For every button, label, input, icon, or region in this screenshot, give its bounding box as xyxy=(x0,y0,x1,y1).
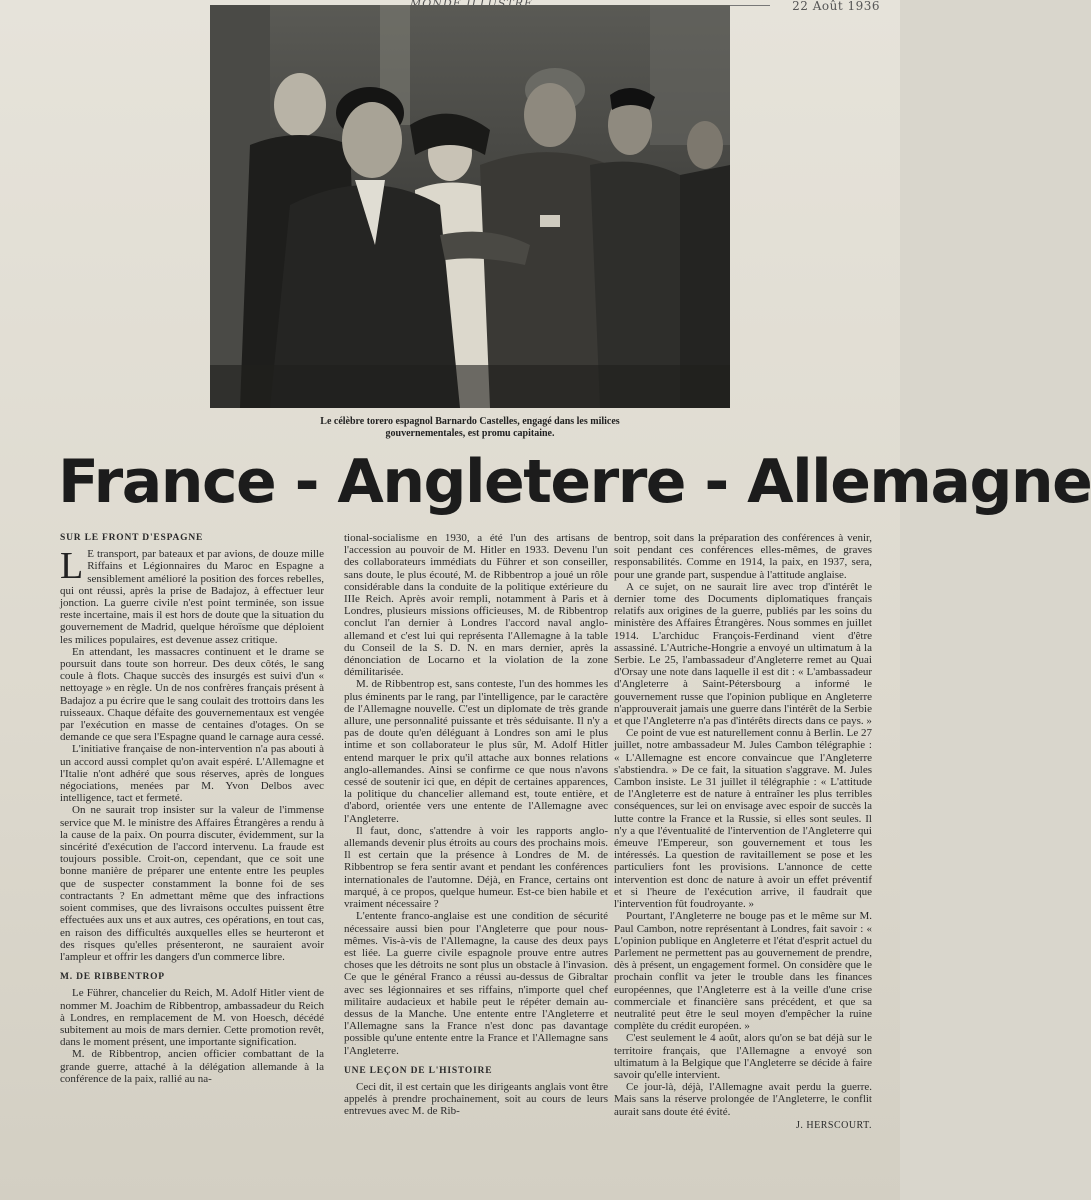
article-headline: France - Angleterre - Allemagne xyxy=(58,447,1091,517)
paragraph: M. de Ribbentrop, ancien officier combattant de la grande guerre, attaché à la délégation allemande à la conférence de la paix, rallié au na- xyxy=(60,1048,324,1085)
paragraph: Ceci dit, il est certain que les dirigeants anglais vont être appelés à prendre prochainement, soit au cours de leurs entrevues avec M. de Rib- xyxy=(344,1080,608,1118)
paragraph: L'entente franco-anglaise est une condition de sécurité nécessaire aussi bien pour l'Angleterre que pour nous-mêmes. Vis-à-vis de l'Allemagne, la cause des deux pays est liée. La guerre civile espagnole prouve entre autres choses que les détroits ne sont plus un obstacle à l'invasion. Ce que le général Franco a réussi au-dessus de Gibraltar avec ses légionnaires et ses riffains, n'importe quel chef militaire audacieux et habile peut le répéter demain au-dessus de la Manche. Une entente entre l'Angleterre et l'Allemagne sans la France n'est donc pas davantage possible qu'une entente entre la France et l'Allemagne sans l'Angleterre. xyxy=(344,910,608,1057)
paragraph: M. de Ribbentrop est, sans conteste, l'un des hommes les plus éminents par le rang, par l'intelligence, par le caractère de l'Allemagne nouvelle. C'est un diplomate de très grande allure, une personnalité puissante et très séduisante. Il n'y a pas de doute qu'en déléguant à Londres son ami le plus intime et son collaborateur le plus sûr, M. Adolf Hitler entend marquer le prix qu'il attache aux bonnes relations anglo-allemandes. Ainsi se confirme ce que nous n'avons cessé de soutenir ici que, en dépit de certaines apparences, la politique du chancelier allemand est, toute entière, et d'abord, orientée vers une entente de l'Allemagne avec l'Angleterre. xyxy=(344,678,608,825)
paragraph: En attendant, les massacres continuent et le drame se poursuit dans toute son horreur. Des deux côtés, le sang coule à flots. Chaque succès des insurgés est suivi d'un « nettoyage » en règle. Un de nos confrères français présent à Badajoz a pu écrire que le sang coulait des trottoirs dans les ruisseaux. Chaque défaite des gouvernementaux est vengée par l'exécution en masse de centaines d'otages. On se demande ce que sera l'Espagne quand le carnage aura cessé. xyxy=(60,645,325,744)
photo-image xyxy=(210,5,730,408)
article-column-2 xyxy=(344,532,608,1142)
paragraph: bentrop, soit dans la préparation des conférences à venir, soit pendant ces conférences elles-mêmes, de graves responsabilités. Comme en 1914, la paix, en 1937, sera, pour une grande part, suspendue à l'attitude anglaise. xyxy=(614,532,872,581)
paragraph: Ce point de vue est naturellement connu à Berlin. Le 27 juillet, notre ambassadeur M. Jules Cambon télégraphie : « L'Allemagne est encore convaincue que l'Angleterre s'abstiendra. » De ce fait, la situation s'aggrave. M. Jules Cambon insiste. Le 31 juillet il télégraphie : « L'attitude de l'Angleterre est de nature à entraîner les plus terribles conséquences, sur lei on envisage avec espoir de succès la lutte contre la France et la Russie, si elles sont seules. Il n'y a que l'éventualité de l'intervention de l'Angleterre qui émeuve l'Empereur, son gouvernement et tous les intéressés. La question de ravitaillement se pose et les particuliers font les provisions. L'annonce de cette intervention est donc de nature à avoir un effet préventif et si l'heure de l'exécution arrive, il faudrait que l'intervention fût foudroyante. » xyxy=(614,727,872,911)
photo-caption xyxy=(250,416,690,440)
paragraph: L'initiative française de non-intervention n'a pas abouti à un accord aussi complet qu'on avait espéré. L'Allemagne et l'Italie n'ont adhéré que sous réserves, après de longues négociations, menées par M. Yvon Delbos avec intelligence, tact et fermeté. xyxy=(60,743,324,805)
paragraph-text: E transport, par bateaux et par avions, de douze mille Riffains et Légionnaires du Maroc en Espagne a sensiblement amélioré la position des forces rebelles, qui ont réussi, après la prise de Badajoz, à effectuer leur jonction. La guerre civile n'est point terminée, son issue reste incertaine, mais il est hors de doute que la situation du gouvernement de Madrid, quelque héroïsme que déploient les milices populaires, est devenue assez critique. xyxy=(60,548,324,646)
caption-line: Le célèbre torero espagnol Barnardo Castelles, engagé dans les milices xyxy=(320,416,620,427)
section-heading: SUR LE FRONT D'ESPAGNE xyxy=(60,533,204,543)
paragraph: Ce jour-là, déjà, l'Allemagne avait perdu la guerre. Mais sans la réserve prolongée de l'Angleterre, le conflit aurait sans doute été évité. xyxy=(614,1081,872,1118)
paragraph: Il faut, donc, s'attendre à voir les rapports anglo-allemands devenir plus étroits au cours des prochains mois. Il est certain que la présence à Londres de M. de Ribbentrop se fera sentir avant et pendant les conférences internationales de l'automne. Déjà, en France, certains ont marqué, à ce propos, quelque humeur. Est-ce bien habile et vraiment nécessaire ? xyxy=(344,824,608,911)
author-signature: J. HERSCOURT. xyxy=(795,1119,872,1131)
issue-date: 22 Août 1936 xyxy=(792,0,880,13)
paragraph: C'est seulement le 4 août, alors qu'on se bat déjà sur le territoire français, que l'Allemagne a envoyé son ultimatum à la Belgique que l'Angleterre se décide à faire savoir qu'elle intervient. xyxy=(614,1032,872,1081)
news-photo xyxy=(210,5,730,408)
paragraph: A ce sujet, on ne saurait lire avec trop d'intérêt le dernier tome des Documents diplomatiques français relatifs aux origines de la guerre, publiés par les soins du ministère des Affaires Étrangères. Nous sommes en juillet 1914. L'archiduc François-Ferdinand vient d'être assassiné. L'Autriche-Hongrie a envoyé un ultimatum à la Serbie. Le 25, l'ambassadeur d'Angleterre remet au Quai d'Orsay une note dans laquelle il est dit : « L'ambassadeur d'Angleterre à Saint-Pétersbourg a informé le gouvernement russe que l'opinion publique en Angleterre n'approuverait jamais une guerre dans l'intérêt de la Serbie et que l'Angleterre n'a pas d'intérêts directs dans ce pays. » xyxy=(614,580,872,728)
caption-line: gouvernementales, est promu capitaine. xyxy=(385,428,555,439)
paragraph: Le Führer, chancelier du Reich, M. Adolf Hitler vient de nommer M. Joachim de Ribbentrop, ambassadeur du Reich à Londres, en remplacement de M. von Hoesch, décédé subitement au mois de mars dernier. Cette promotion revêt, dans le moment présent, une importante signification. xyxy=(60,987,324,1049)
paragraph: On ne saurait trop insister sur la valeur de l'immense service que M. le ministre des Affaires Étrangères a rendu à la cause de la paix. On pourra discuter, évidemment, sur la sincérité d'exécution de l'accord intervenu. La fraude est toujours possible. Croit-on, cependant, que ce soit une bonne manière de préparer une entente entre les peuples que de suspecter constamment la bonne foi de ses contractants ? En admettant même que des infractions soient commises, que des livraisons occultes puissent être effectuées aux uns et aux autres, ces opérations, en tout cas, en raison des difficultés auxquelles elles se heurteront et des risques qu'elles présenteront, ne sauraient avoir l'ampleur et offrir les dangers d'un commerce libre. xyxy=(60,804,324,963)
drop-cap: L xyxy=(60,545,84,588)
paragraph xyxy=(60,545,324,646)
paragraph: tional-socialisme en 1930, a été l'un des artisans de l'accession au pouvoir de M. Hitler en 1933. Devenu l'un des collaborateurs immédiats du Führer et son conseiller, sans doute, le plus écouté, M. de Ribbentrop a joué un rôle considérable dans la conduite de la politique extérieure du IIIe Reich. Après avoir rempli, notamment à Paris et à Londres, plusieurs missions officieuses, M. de Ribbentrop conclut l'an dernier à Londres l'accord naval anglo-allemand et c'est lui qui représenta l'Allemagne à la table du Conseil de la S. D. N. en mars dernier, après la dénonciation de Locarno et la violation de la zone démilitarisée. xyxy=(344,532,608,679)
article-column-3 xyxy=(614,532,872,1142)
section-heading: UNE LEÇON DE L'HISTOIRE xyxy=(344,1065,493,1076)
paragraph: Pourtant, l'Angleterre ne bouge pas et le même sur M. Paul Cambon, notre représentant à Londres, fait savoir : « L'opinion publique en Angleterre et l'état d'esprit actuel du Parlement ne permettent pas au gouvernement de prendre, dès à présent, un engagement formel. On considère que le prochain conflit va jeter le trouble dans les finances européennes, que l'Angleterre est à la veille d'une crise commerciale et financière sans précédent, et que sa neutralité peut être le seul moyen d'empêcher la ruine complète du crédit européen. » xyxy=(614,910,872,1033)
article-column-1 xyxy=(60,530,324,1140)
section-heading: M. DE RIBBENTROP xyxy=(60,972,165,983)
